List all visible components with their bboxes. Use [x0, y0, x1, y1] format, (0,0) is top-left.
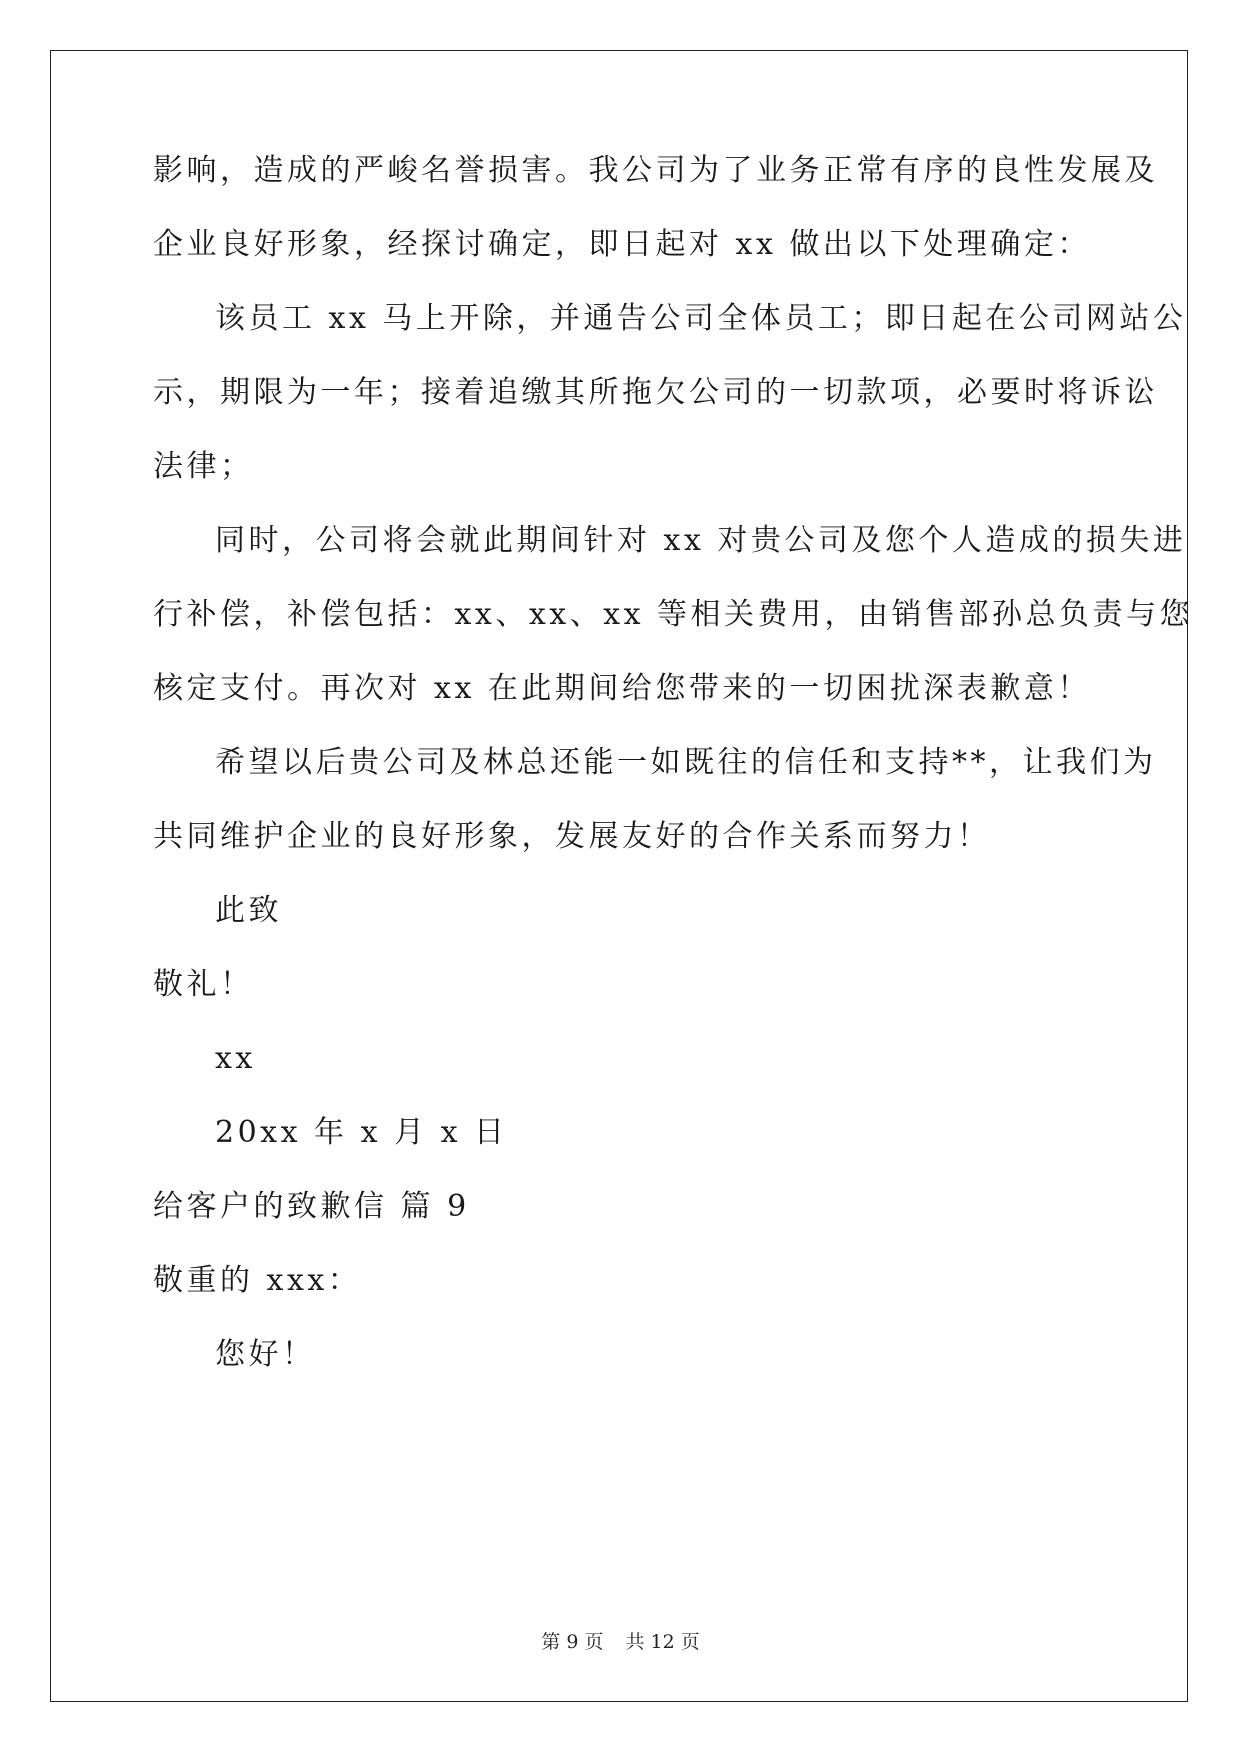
- body-text-line: 示，期限为一年；接着追缴其所拖欠公司的一切款项，必要时将诉讼: [153, 375, 1158, 410]
- greeting-line: 您好！: [215, 1337, 316, 1372]
- paragraph-start-line: 同时，公司将会就此期间针对 xx 对贵公司及您个人造成的损失进: [215, 523, 1187, 558]
- page-frame: [50, 50, 1188, 1702]
- signature-date: 20xx 年 x 月 x 日: [215, 1115, 508, 1150]
- body-text-line: 共同维护企业的良好形象，发展友好的合作关系而努力！: [153, 819, 991, 854]
- body-text-line: 法律；: [153, 449, 254, 484]
- page-number: 第 9 页: [541, 1631, 604, 1653]
- signature-name: xx: [215, 1041, 256, 1076]
- section-heading: 给客户的致歉信 篇 9: [153, 1189, 470, 1224]
- page-footer: [0, 1630, 1241, 1654]
- salutation-closing: 敬礼！: [153, 967, 254, 1002]
- paragraph-start-line: 希望以后贵公司及林总还能一如既往的信任和支持**，让我们为: [215, 745, 1157, 780]
- body-text-line: 核定支付。再次对 xx 在此期间给您带来的一切困扰深表歉意！: [153, 671, 1091, 706]
- page-total: 共 12 页: [625, 1631, 700, 1653]
- letter-salutation: 敬重的 xxx：: [153, 1263, 362, 1298]
- closing-phrase: 此致: [215, 893, 282, 928]
- body-text-line: 企业良好形象，经探讨确定，即日起对 xx 做出以下处理确定：: [153, 227, 1091, 262]
- body-text-line: 影响，造成的严峻名誉损害。我公司为了业务正常有序的良性发展及: [153, 153, 1158, 188]
- body-text-line: 行补偿，补偿包括：xx、xx、xx 等相关费用，由销售部孙总负责与您: [153, 597, 1194, 632]
- paragraph-start-line: 该员工 xx 马上开除，并通告公司全体员工；即日起在公司网站公: [215, 301, 1187, 336]
